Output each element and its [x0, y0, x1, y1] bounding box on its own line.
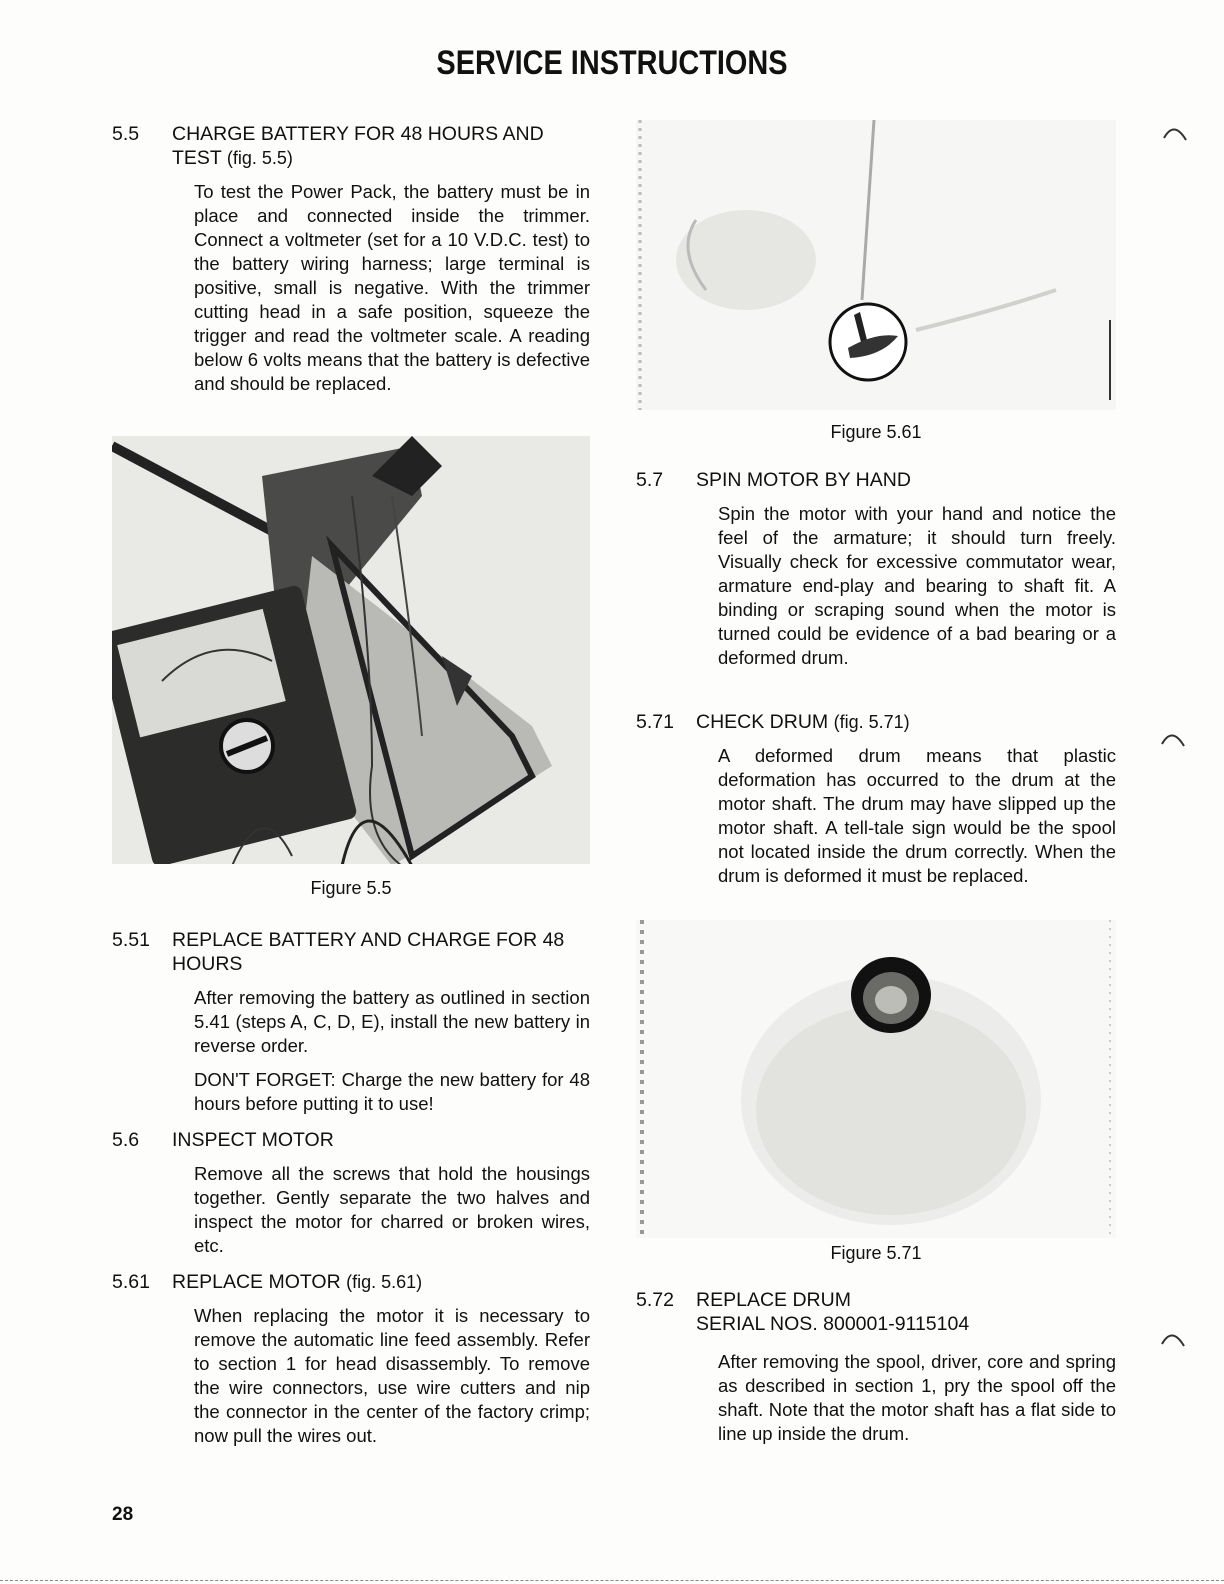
drum-photo-icon [636, 920, 1116, 1238]
figure-reference: (fig. 5.71) [833, 712, 910, 732]
section-5-6 [112, 1128, 590, 1268]
section-title: REPLACE MOTOR [172, 1271, 341, 1293]
section-body: Remove all the screws that hold the housings together. Gently separate the two halves and inspect the motor for charred or broken wires, etc. [194, 1163, 590, 1256]
figure-reference: (fig. 5.61) [346, 1272, 423, 1292]
section-title: CHECK DRUM [696, 711, 829, 733]
section-title: REPLACE BATTERY AND CHARGE FOR 48 HOURS [172, 929, 565, 975]
note [194, 1068, 590, 1116]
motor-photo-icon [636, 120, 1116, 410]
figure-caption: Figure 5.61 [830, 422, 922, 442]
section-title: SPIN MOTOR BY HAND [696, 469, 911, 491]
note-text: Charge the new battery for 48 hours before putting it to use! [194, 1069, 591, 1114]
section-5-72 [636, 1288, 1116, 1456]
margin-punch-mark [1160, 116, 1190, 153]
multimeter-photo-icon [112, 436, 590, 864]
section-number: 5.61 [112, 1271, 150, 1293]
section-body: Spin the motor with your hand and notice the feel of the armature; it should turn freely. Visually check for excessive commutator wear, armature end-play and bearing to shaft fit. A binding or scraping sound when the motor is turned could be evidence of a bad bearing or a deformed drum. [718, 503, 1116, 668]
section-number: 5.6 [112, 1129, 140, 1151]
section-5-5 [112, 122, 590, 406]
margin-punch-mark [1158, 1322, 1188, 1359]
figure-caption: Figure 5.71 [830, 1243, 922, 1263]
section-body: To test the Power Pack, the battery must be in place and connected inside the trimmer. Connect a voltmeter (set for a 10 V.D.C. test) to the battery wiring harness; large terminal is positive, small is negative. With the trimmer cutting head in a safe position, squeeze the trigger and read the voltmeter scale. A reading below 6 volts means that the battery is defective and should be replaced. [194, 181, 590, 394]
section-number: 5.5 [112, 123, 140, 145]
section-body: After removing the battery as outlined in section 5.41 (steps A, C, D, E), install the new battery in reverse order. [194, 987, 590, 1056]
section-5-7 [636, 468, 1116, 680]
figure-5-71-photo [636, 920, 1116, 1238]
section-number: 5.7 [636, 469, 664, 491]
bottom-rule [0, 1580, 1224, 1581]
section-5-51 [112, 928, 590, 1126]
figure-5-61-photo [636, 120, 1116, 410]
section-body: After removing the spool, driver, core and spring as described in section 1, pry the spool off the shaft. Note that the motor shaft has a flat side to line up inside the drum. [718, 1351, 1116, 1444]
section-subtitle: SERIAL NOS. 800001-9115104 [696, 1313, 970, 1335]
section-title: CHARGE BATTERY FOR 48 HOURS AND TEST [172, 123, 544, 169]
section-title: REPLACE DRUM [696, 1289, 851, 1311]
section-number: 5.71 [636, 711, 674, 733]
section-number: 5.51 [112, 929, 150, 951]
section-5-61 [112, 1270, 590, 1458]
figure-caption: Figure 5.5 [310, 878, 392, 898]
note-label: DON'T FORGET: [194, 1069, 336, 1090]
page-number: 28 [112, 1504, 134, 1525]
section-body: When replacing the motor it is necessary to remove the automatic line feed assembly. Refer to section 1 for head disassembly. To remove the wire connectors, use wire cutters and nip the connector in the center of the factory crimp; now pull the wires out. [194, 1305, 590, 1446]
page-title: SERVICE INSTRUCTIONS [436, 44, 788, 82]
section-5-71 [636, 710, 1116, 898]
section-body: A deformed drum means that plastic deformation has occurred to the drum at the motor shaft. The drum may have slipped up the motor shaft. A tell-tale sign would be the spool not located inside the drum correctly. When the drum is deformed it must be replaced. [718, 745, 1116, 886]
section-number: 5.72 [636, 1289, 674, 1311]
figure-5-5-photo [112, 436, 590, 864]
figure-reference: (fig. 5.5) [226, 148, 293, 168]
section-title: INSPECT MOTOR [172, 1129, 334, 1151]
margin-punch-mark [1158, 722, 1188, 759]
